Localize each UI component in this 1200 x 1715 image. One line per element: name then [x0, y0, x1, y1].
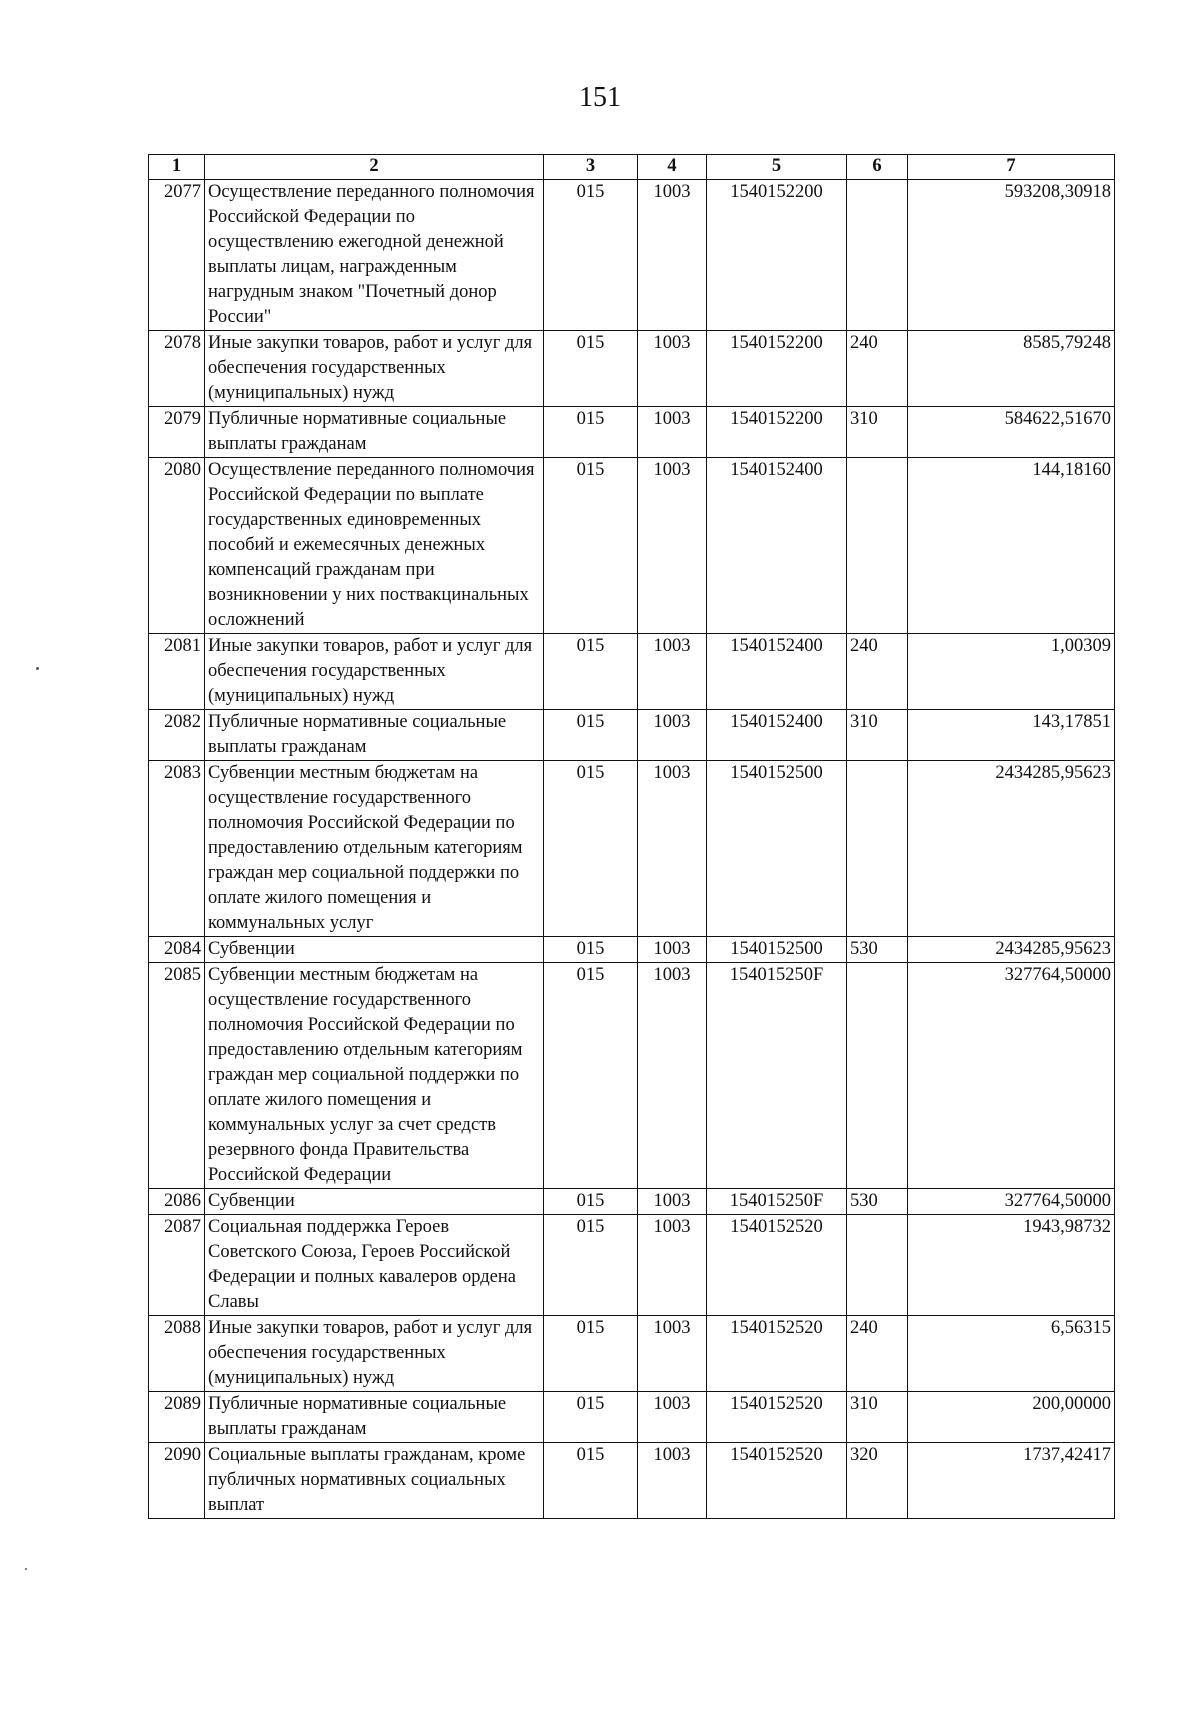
table-row	[149, 1189, 1115, 1215]
target-code-cell: 1540152500	[707, 937, 847, 963]
row-number-cell: 2089	[149, 1392, 205, 1443]
column-header: 4	[638, 155, 707, 180]
section-code-cell: 1003	[638, 458, 707, 634]
amount-cell: 584622,51670	[908, 407, 1115, 458]
table-row	[149, 710, 1115, 761]
amount-cell: 200,00000	[908, 1392, 1115, 1443]
expense-type-cell	[847, 180, 908, 331]
section-code-cell: 1003	[638, 407, 707, 458]
expense-type-cell	[847, 458, 908, 634]
target-code-cell: 1540152400	[707, 634, 847, 710]
target-code-cell: 1540152200	[707, 407, 847, 458]
amount-cell: 144,18160	[908, 458, 1115, 634]
expense-type-cell: 240	[847, 331, 908, 407]
scan-speck	[25, 1568, 27, 1570]
description-cell: Осуществление переданного полномочия Российской Федерации по выплате государственных единовременных пособий и ежемесячных денежных компенсаций гражданам при возникновении у них поствакцинальных осложнений	[205, 458, 544, 634]
target-code-cell: 1540152200	[707, 331, 847, 407]
row-number-cell: 2087	[149, 1215, 205, 1316]
page-number: 151	[579, 82, 621, 113]
target-code-cell: 1540152400	[707, 710, 847, 761]
row-number-cell: 2083	[149, 761, 205, 937]
amount-cell: 1737,42417	[908, 1443, 1115, 1519]
header-row	[149, 155, 1115, 180]
expense-type-cell: 320	[847, 1443, 908, 1519]
table-row	[149, 937, 1115, 963]
description-cell: Социальная поддержка Героев Советского Союза, Героев Российской Федерации и полных кавалеров ордена Славы	[205, 1215, 544, 1316]
target-code-cell: 1540152520	[707, 1443, 847, 1519]
description-cell: Иные закупки товаров, работ и услуг для обеспечения государственных (муниципальных) нужд	[205, 1316, 544, 1392]
table-row	[149, 963, 1115, 1189]
table-row	[149, 331, 1115, 407]
description-cell: Публичные нормативные социальные выплаты гражданам	[205, 407, 544, 458]
description-cell: Субвенции	[205, 1189, 544, 1215]
description-cell: Публичные нормативные социальные выплаты гражданам	[205, 710, 544, 761]
table-row	[149, 1392, 1115, 1443]
table-body	[149, 180, 1115, 1519]
chapter-code-cell: 015	[544, 407, 638, 458]
amount-cell: 8585,79248	[908, 331, 1115, 407]
chapter-code-cell: 015	[544, 761, 638, 937]
description-cell: Осуществление переданного полномочия Российской Федерации по осуществлению ежегодной денежной выплаты лицам, награжденным нагрудным знаком "Почетный донор России"	[205, 180, 544, 331]
expense-type-cell: 310	[847, 407, 908, 458]
target-code-cell: 1540152520	[707, 1392, 847, 1443]
row-number-cell: 2082	[149, 710, 205, 761]
amount-cell: 2434285,95623	[908, 937, 1115, 963]
amount-cell: 327764,50000	[908, 1189, 1115, 1215]
amount-cell: 593208,30918	[908, 180, 1115, 331]
row-number-cell: 2085	[149, 963, 205, 1189]
target-code-cell: 154015250F	[707, 1189, 847, 1215]
section-code-cell: 1003	[638, 1443, 707, 1519]
expense-type-cell	[847, 761, 908, 937]
table-row	[149, 458, 1115, 634]
table-row	[149, 407, 1115, 458]
description-cell: Социальные выплаты гражданам, кроме публичных нормативных социальных выплат	[205, 1443, 544, 1519]
chapter-code-cell: 015	[544, 1316, 638, 1392]
table-row	[149, 1316, 1115, 1392]
expense-type-cell: 530	[847, 1189, 908, 1215]
chapter-code-cell: 015	[544, 1392, 638, 1443]
scan-speck	[36, 667, 39, 670]
amount-cell: 1,00309	[908, 634, 1115, 710]
column-header: 7	[908, 155, 1115, 180]
chapter-code-cell: 015	[544, 634, 638, 710]
chapter-code-cell: 015	[544, 710, 638, 761]
amount-cell: 327764,50000	[908, 963, 1115, 1189]
target-code-cell: 1540152520	[707, 1316, 847, 1392]
row-number-cell: 2084	[149, 937, 205, 963]
section-code-cell: 1003	[638, 1189, 707, 1215]
expense-type-cell: 310	[847, 710, 908, 761]
column-header: 3	[544, 155, 638, 180]
expense-type-cell: 240	[847, 634, 908, 710]
column-header: 5	[707, 155, 847, 180]
table-row	[149, 180, 1115, 331]
row-number-cell: 2088	[149, 1316, 205, 1392]
expense-type-cell	[847, 1215, 908, 1316]
table-row	[149, 634, 1115, 710]
amount-cell: 2434285,95623	[908, 761, 1115, 937]
chapter-code-cell: 015	[544, 180, 638, 331]
description-cell: Публичные нормативные социальные выплаты гражданам	[205, 1392, 544, 1443]
chapter-code-cell: 015	[544, 1189, 638, 1215]
chapter-code-cell: 015	[544, 331, 638, 407]
section-code-cell: 1003	[638, 1316, 707, 1392]
amount-cell: 143,17851	[908, 710, 1115, 761]
row-number-cell: 2081	[149, 634, 205, 710]
section-code-cell: 1003	[638, 963, 707, 1189]
section-code-cell: 1003	[638, 1215, 707, 1316]
description-cell: Иные закупки товаров, работ и услуг для обеспечения государственных (муниципальных) нужд	[205, 331, 544, 407]
target-code-cell: 1540152200	[707, 180, 847, 331]
section-code-cell: 1003	[638, 331, 707, 407]
column-header: 6	[847, 155, 908, 180]
target-code-cell: 154015250F	[707, 963, 847, 1189]
row-number-cell: 2077	[149, 180, 205, 331]
table-row	[149, 761, 1115, 937]
expense-type-cell: 530	[847, 937, 908, 963]
target-code-cell: 1540152400	[707, 458, 847, 634]
row-number-cell: 2086	[149, 1189, 205, 1215]
section-code-cell: 1003	[638, 1392, 707, 1443]
target-code-cell: 1540152500	[707, 761, 847, 937]
row-number-cell: 2079	[149, 407, 205, 458]
table-row	[149, 1215, 1115, 1316]
chapter-code-cell: 015	[544, 963, 638, 1189]
expense-type-cell: 240	[847, 1316, 908, 1392]
description-cell: Субвенции местным бюджетам на осуществление государственного полномочия Российской Федерации по предоставлению отдельным категориям граждан мер социальной поддержки по оплате жилого помещения и коммунальных услуг за счет средств резервного фонда Правительства Российской Федерации	[205, 963, 544, 1189]
amount-cell: 6,56315	[908, 1316, 1115, 1392]
section-code-cell: 1003	[638, 937, 707, 963]
row-number-cell: 2080	[149, 458, 205, 634]
chapter-code-cell: 015	[544, 1443, 638, 1519]
row-number-cell: 2090	[149, 1443, 205, 1519]
expense-type-cell: 310	[847, 1392, 908, 1443]
target-code-cell: 1540152520	[707, 1215, 847, 1316]
chapter-code-cell: 015	[544, 937, 638, 963]
section-code-cell: 1003	[638, 634, 707, 710]
amount-cell: 1943,98732	[908, 1215, 1115, 1316]
description-cell: Субвенции	[205, 937, 544, 963]
description-cell: Субвенции местным бюджетам на осуществление государственного полномочия Российской Федерации по предоставлению отдельным категориям граждан мер социальной поддержки по оплате жилого помещения и коммунальных услуг	[205, 761, 544, 937]
column-header: 1	[149, 155, 205, 180]
row-number-cell: 2078	[149, 331, 205, 407]
chapter-code-cell: 015	[544, 1215, 638, 1316]
budget-table	[148, 154, 1115, 1519]
description-cell: Иные закупки товаров, работ и услуг для обеспечения государственных (муниципальных) нужд	[205, 634, 544, 710]
chapter-code-cell: 015	[544, 458, 638, 634]
table-row	[149, 1443, 1115, 1519]
expense-type-cell	[847, 963, 908, 1189]
section-code-cell: 1003	[638, 710, 707, 761]
section-code-cell: 1003	[638, 180, 707, 331]
section-code-cell: 1003	[638, 761, 707, 937]
column-header: 2	[205, 155, 544, 180]
